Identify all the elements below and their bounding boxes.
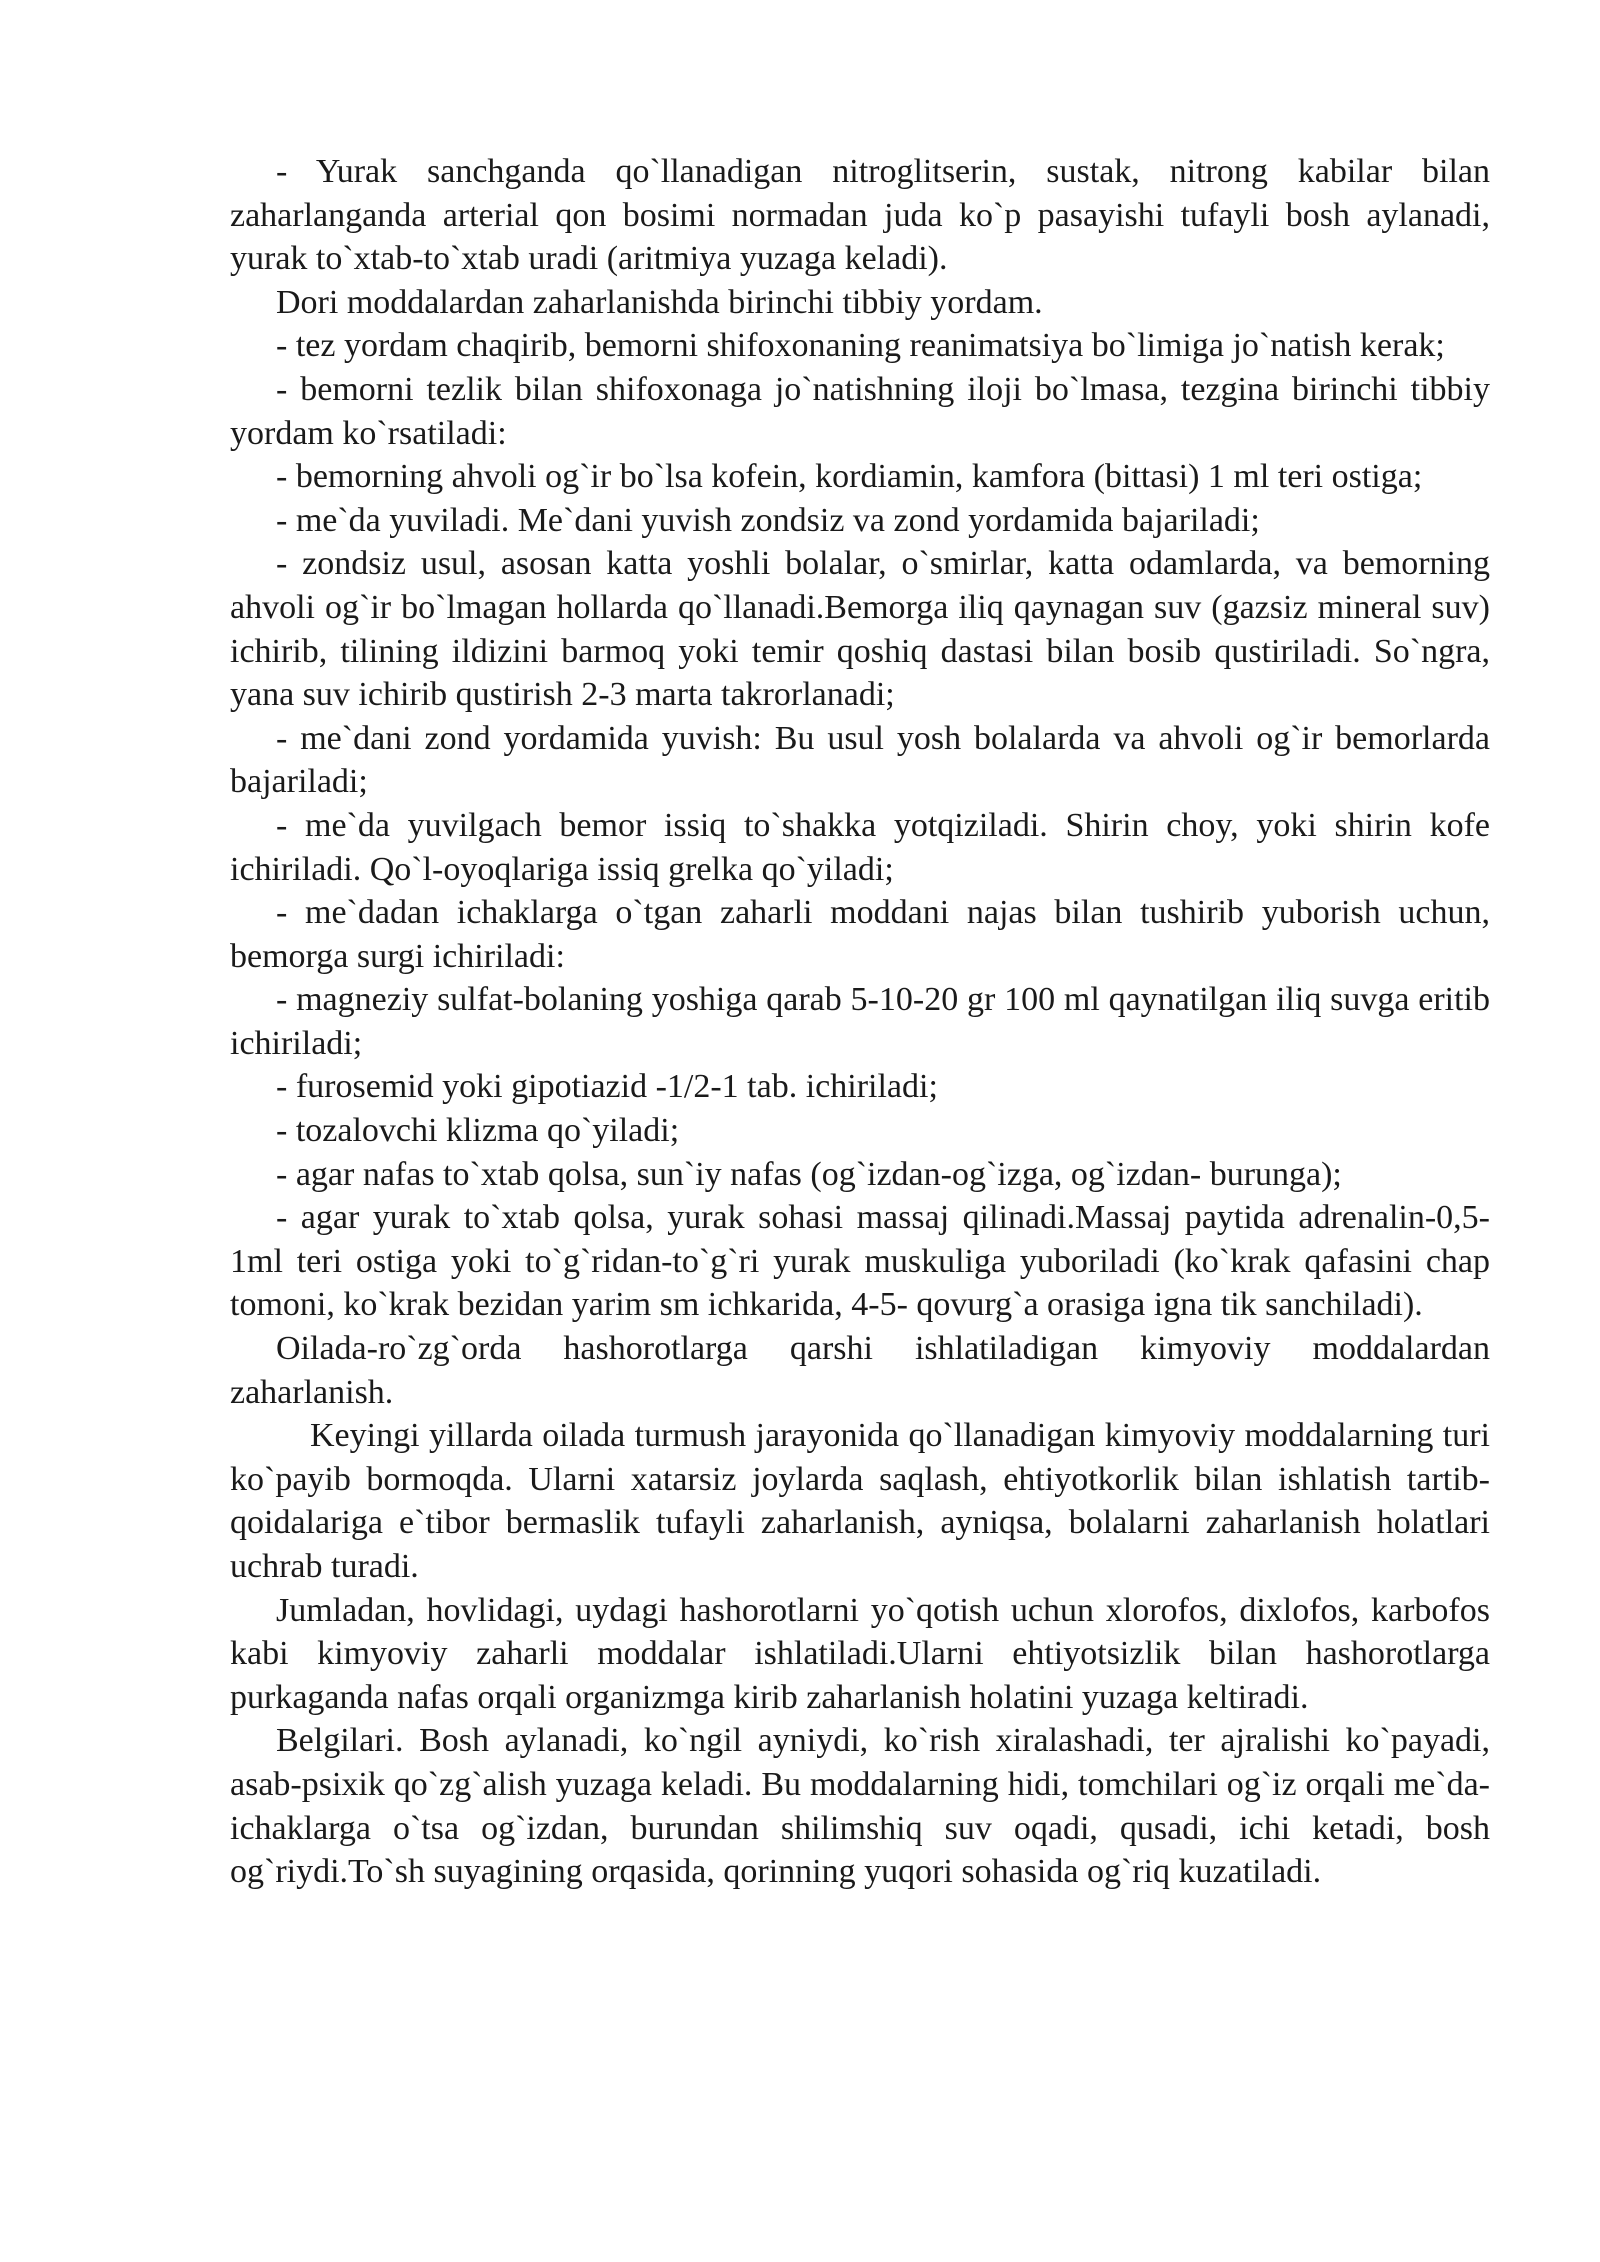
paragraph-nitroglycerin-poisoning: - Yurak sanchganda qo`llanadigan nitroglitserin, sustak, nitrong kabilar bilan zaharlanganda arterial qon bosimi normadan juda ko`p pasayishi tufayli bosh aylanadi, yurak to`xtab-to`xtab uradi (aritmiya yuzaga keladi). — [230, 153, 1490, 278]
paragraph-artificial-respiration: - agar nafas to`xtab qolsa, sun`iy nafas (og`izdan-og`izga, og`izdan- burunga); — [276, 1155, 1342, 1193]
paragraph-after-wash: - me`da yuvilgach bemor issiq to`shakka yotqiziladi. Shirin choy, yoki shirin kofe ichiriladi. Qo`l-oyoqlariga issiq grelka qo`yiladi; — [230, 806, 1490, 888]
paragraph-tube-method: - me`dani zond yordamida yuvish: Bu usul yosh bolalarda va ahvoli og`ir bemorlarda bajariladi; — [230, 719, 1490, 801]
paragraph-magnesium-sulfate: - magneziy sulfat-bolaning yoshiga qarab 5-10-20 gr 100 ml qaynatilgan iliq suvga eritib ichiriladi; — [230, 981, 1490, 1062]
paragraph-laxative: - me`dadan ichaklarga o`tgan zaharli moddani najas bilan tushirib yuborish uchun, bemorga surgi ichiriladi: — [230, 894, 1490, 975]
paragraph-furosemide: - furosemid yoki gipotiazid -1/2-1 tab. ichiriladi; — [276, 1068, 938, 1106]
paragraph-symptoms: Belgilari. Bosh aylanadi, ko`ngil ayniydi, ko`rish xiralashadi, ter ajralishi ko`payadi, asab-psixik qo`zg`alish yuzaga keladi. Bu moddalarning hidi, tomchilari og`iz orqali me`da-ichaklarga o`tsa og`izdan, burundan shilimshiq suv oqadi, qusadi, ichi ketadi, bosh og`riydi.To`sh suyagining orqasida, qorinning yuqori sohasida og`riq kuzatiladi. — [230, 1722, 1490, 1891]
paragraph-tubeless-method: - zondsiz usul, asosan katta yoshli bolalar, o`smirlar, katta odamlarda, va bemorning ahvoli og`ir bo`lmagan hollarda qo`llanadi.Bemorga iliq qaynagan suv (gazsiz mineral suv) ichirib, tilining ildizini barmoq yoki temir qoshiq dastasi bilan bosib qustiriladi. So`ngra, yana suv ichirib qustirish 2-3 marta takrorlanadi; — [230, 545, 1490, 714]
paragraph-stomach-wash: - me`da yuviladi. Me`dani yuvish zondsiz va zond yordamida bajariladi; — [276, 501, 1260, 539]
paragraph-first-aid-provided: - bemorni tezlik bilan shifoxonaga jo`natishning iloji bo`lmasa, tezgina birinchi tibbiy yordam ko`rsatiladi: — [230, 370, 1490, 452]
paragraph-first-aid-heading: Dori moddalardan zaharlanishda birinchi tibbiy yordam. — [276, 283, 1043, 321]
paragraph-heart-massage: - agar yurak to`xtab qolsa, yurak sohasi massaj qilinadi.Massaj paytida adrenalin-0,5-1ml teri ostiga yoki to`g`ridan-to`g`ri yurak muskuliga yuboriladi (ko`krak qafasini chap tomoni, ko`krak bezidan yarim sm ichkarida, 4-5- qovurg`a orasiga igna tik sanchiladi). — [230, 1199, 1490, 1324]
paragraph-household-chemicals-intro: Keyingi yillarda oilada turmush jarayonida qo`llanadigan kimyoviy moddalarning turi ko`payib bormoqda. Ularni xatarsiz joylarda saqlash, ehtiyotkorlik bilan ishlatish tartib-qoidalariga e`tibor bermaslik tufayli zaharlanish, ayniqsa, bolalarni zaharlanish holatlari uchrab turadi. — [230, 1417, 1490, 1585]
paragraph-caffeine-injection: - bemorning ahvoli og`ir bo`lsa kofein, kordiamin, kamfora (bittasi) 1 ml teri ostiga; — [276, 458, 1423, 496]
paragraph-household-chemicals-heading: Oilada-ro`zg`orda hashorotlarga qarshi ishlatiladigan kimyoviy moddalardan zaharlanish. — [230, 1330, 1490, 1411]
document-page — [230, 150, 1490, 1894]
paragraph-enema: - tozalovchi klizma qo`yiladi; — [276, 1112, 680, 1150]
paragraph-call-ambulance: - tez yordam chaqirib, bemorni shifoxonaning reanimatsiya bo`limiga jo`natish kerak; — [276, 327, 1445, 365]
paragraph-insecticides: Jumladan, hovlidagi, uydagi hashorotlarni yo`qotish uchun xlorofos, dixlofos, karbofos kabi kimyoviy zaharli moddalar ishlatiladi.Ularni ehtiyotsizlik bilan hashorotlarga purkaganda nafas orqali organizmga kirib zaharlanish holatini yuzaga keltiradi. — [230, 1591, 1490, 1716]
